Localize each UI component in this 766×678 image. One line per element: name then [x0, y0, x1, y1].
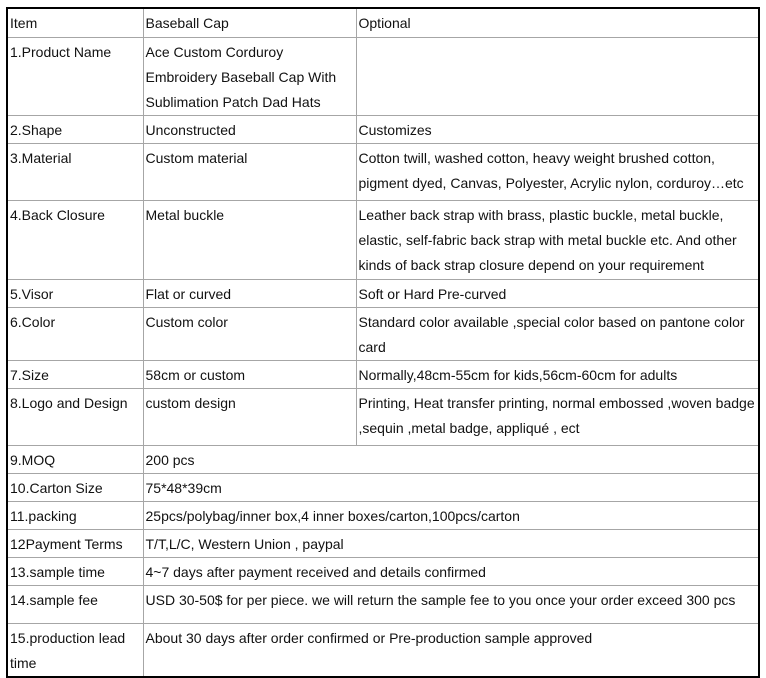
- table-row: [7, 623, 759, 677]
- row-optional: Standard color available ,special color based on pantone color card: [356, 307, 759, 360]
- row-value: 200 pcs: [143, 445, 759, 473]
- row-value: 25pcs/polybag/inner box,4 inner boxes/carton,100pcs/carton: [143, 501, 759, 529]
- header-optional: Optional: [356, 8, 759, 37]
- row-value: custom design: [143, 388, 356, 445]
- row-label: 7.Size: [7, 360, 143, 388]
- row-value: 75*48*39cm: [143, 473, 759, 501]
- row-label: 9.MOQ: [7, 445, 143, 473]
- table-row: [7, 585, 759, 623]
- row-label: 8.Logo and Design: [7, 388, 143, 445]
- row-value: 4~7 days after payment received and details confirmed: [143, 557, 759, 585]
- row-label: 14.sample fee: [7, 585, 143, 623]
- row-value: Ace Custom Corduroy Embroidery Baseball Cap With Sublimation Patch Dad Hats: [143, 37, 356, 115]
- row-value: Metal buckle: [143, 200, 356, 279]
- row-label: 3.Material: [7, 143, 143, 200]
- row-value: About 30 days after order confirmed or Pre-production sample approved: [143, 623, 759, 677]
- row-value: Unconstructed: [143, 115, 356, 143]
- table-row: [7, 445, 759, 473]
- table-row: [7, 200, 759, 279]
- row-label: 6.Color: [7, 307, 143, 360]
- row-label: 11.packing: [7, 501, 143, 529]
- header-item: Item: [7, 8, 143, 37]
- table-row: [7, 473, 759, 501]
- header-product: Baseball Cap: [143, 8, 356, 37]
- row-label: 10.Carton Size: [7, 473, 143, 501]
- row-label: 12Payment Terms: [7, 529, 143, 557]
- table-row: [7, 143, 759, 200]
- table-row: [7, 307, 759, 360]
- row-optional: Leather back strap with brass, plastic buckle, metal buckle, elastic, self-fabric back strap with metal buckle etc. And other kinds of back strap closure depend on your requirement: [356, 200, 759, 279]
- row-label: 4.Back Closure: [7, 200, 143, 279]
- row-optional: Normally,48cm-55cm for kids,56cm-60cm for adults: [356, 360, 759, 388]
- row-label: 5.Visor: [7, 279, 143, 307]
- row-value: T/T,L/C, Western Union , paypal: [143, 529, 759, 557]
- table-row: [7, 115, 759, 143]
- row-label: 2.Shape: [7, 115, 143, 143]
- row-value: Custom material: [143, 143, 356, 200]
- row-optional: [356, 37, 759, 115]
- table-row: [7, 37, 759, 115]
- table-row: [7, 360, 759, 388]
- row-value: Flat or curved: [143, 279, 356, 307]
- product-spec-table: [6, 7, 760, 678]
- row-label: 13.sample time: [7, 557, 143, 585]
- row-optional: Printing, Heat transfer printing, normal embossed ,woven badge ,sequin ,metal badge, appliqué , ect: [356, 388, 759, 445]
- table-row: [7, 501, 759, 529]
- row-value: 58cm or custom: [143, 360, 356, 388]
- table-row: [7, 529, 759, 557]
- table-row: [7, 388, 759, 445]
- row-optional: Customizes: [356, 115, 759, 143]
- table-row: [7, 557, 759, 585]
- table-row: [7, 279, 759, 307]
- row-value: USD 30-50$ for per piece. we will return the sample fee to you once your order exceed 300 pcs: [143, 585, 759, 623]
- row-value: Custom color: [143, 307, 356, 360]
- table-header-row: [7, 8, 759, 37]
- row-optional: Soft or Hard Pre-curved: [356, 279, 759, 307]
- row-optional: Cotton twill, washed cotton, heavy weight brushed cotton, pigment dyed, Canvas, Polyester, Acrylic nylon, corduroy…etc: [356, 143, 759, 200]
- row-label: 15.production lead time: [7, 623, 143, 677]
- row-label: 1.Product Name: [7, 37, 143, 115]
